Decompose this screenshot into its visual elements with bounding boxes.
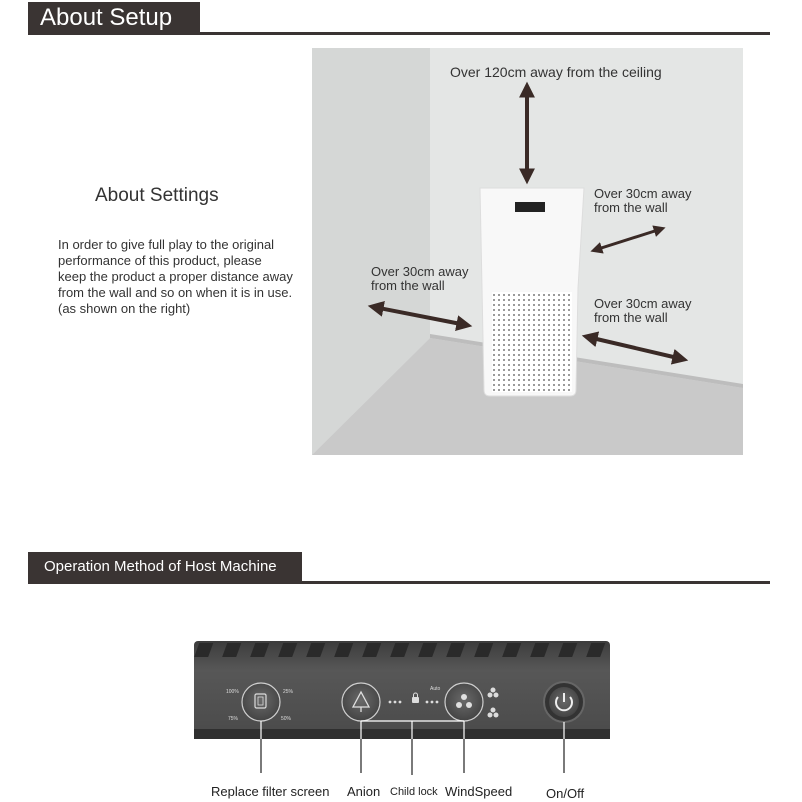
right-wall-label-line2: from the wall: [594, 310, 668, 325]
mark-75: 75%: [228, 716, 239, 722]
section-header-operation: Operation Method of Host Machine: [28, 552, 302, 582]
left-wall-label-line2: from the wall: [371, 278, 445, 293]
air-purifier: [480, 188, 584, 396]
lock-icon: [412, 697, 419, 703]
settings-title: About Settings: [95, 185, 219, 206]
placement-illustration: [312, 48, 743, 455]
control-panel-photo: [194, 641, 610, 739]
right-wall-label-line1: Over 30cm away: [594, 296, 692, 311]
mark-50: 50%: [281, 716, 292, 722]
left-wall-label-line1: Over 30cm away: [371, 264, 469, 279]
mark-100: 100%: [226, 689, 239, 695]
section-header-about-setup: About Setup: [28, 2, 200, 33]
back-wall-label-line2: from the wall: [594, 200, 668, 215]
replace-filter-button: [242, 683, 280, 721]
pointer-lines: [194, 739, 610, 775]
mark-auto: Auto: [430, 686, 441, 692]
ceiling-distance-label: Over 120cm away from the ceiling: [450, 64, 662, 80]
label-child-lock: Child lock: [390, 786, 438, 798]
label-on-off: On/Off: [546, 786, 585, 801]
windspeed-button: [445, 683, 483, 721]
label-anion: Anion: [347, 784, 381, 799]
anion-button: [342, 683, 380, 721]
back-wall-label-line1: Over 30cm away: [594, 186, 692, 201]
header-rule: [28, 32, 770, 35]
label-windspeed: WindSpeed: [445, 784, 513, 799]
header-rule: [28, 581, 770, 584]
label-replace-filter: Replace filter screen: [211, 784, 330, 799]
mark-25: 25%: [283, 689, 294, 695]
settings-description: In order to give full play to the original performance of this product, please keep the product a proper distance away from the wall and so on when it is in use. (as shown on the right): [58, 237, 293, 316]
